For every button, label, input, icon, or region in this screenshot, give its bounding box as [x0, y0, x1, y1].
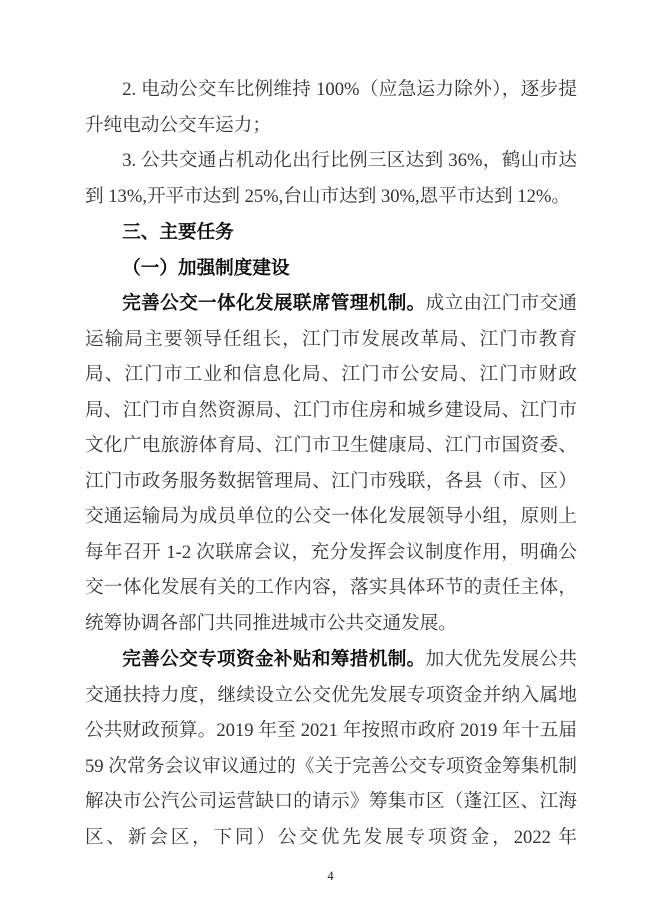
page-content	[85, 72, 577, 855]
paragraph-body-text: 成立由江门市交通运输局主要领导任组长，江门市发展改革局、江门市教育局、江门市工业和信息化局、江门市公安局、江门市财政局、江门市自然资源局、江门市住房和城乡建设局、江门市文化广电旅游体育局、江门市卫生健康局、江门市国资委、江门市政务服务数据管理局、江门市残联，各县（市、区）交通运输局为成员单位的公交一体化发展领导小组，原则上每年召开 1-2 次联席会议，充分发挥会议制度作用，明确公交一体化发展有关的工作内容，落实具体环节的责任主体，统筹协调各部门共同推进城市公共交通发展。	[85, 293, 577, 634]
paragraph-item-2: 2. 电动公交车比例维持 100%（应急运力除外），逐步提升纯电动公交车运力；	[85, 79, 577, 136]
section-heading-main-tasks: 三、主要任务	[122, 221, 234, 242]
paragraph-joint-management-mechanism	[85, 285, 577, 641]
page-number: 4	[327, 869, 334, 883]
paragraph-body-text: 加大优先发展公共交通扶持力度，继续设立公交优先发展专项资金并纳入属地公共财政预算。2019 年至 2021 年按照市政府 2019 年十五届 59 次常务会议审议通过的《关于完善公交专项资金筹集机制解决市公汽公司运营缺口的请示》筹集市区（蓬江区、江海区、新会区，下同）公交优先发展专项资金，2022 年	[85, 649, 577, 848]
subsection-heading-institution-building: （一）加强制度建设	[122, 256, 290, 278]
paragraph-special-fund-mechanism	[85, 641, 577, 855]
paragraph-item-3: 3. 公共交通占机动化出行比例三区达到 36%，鹤山市达到 13%,开平市达到 25%,台山市达到 30%,恩平市达到 12%。	[85, 150, 577, 207]
paragraph-lead: 完善公交专项资金补贴和筹措机制。	[122, 648, 426, 669]
paragraph-lead: 完善公交一体化发展联席管理机制。	[122, 292, 426, 313]
